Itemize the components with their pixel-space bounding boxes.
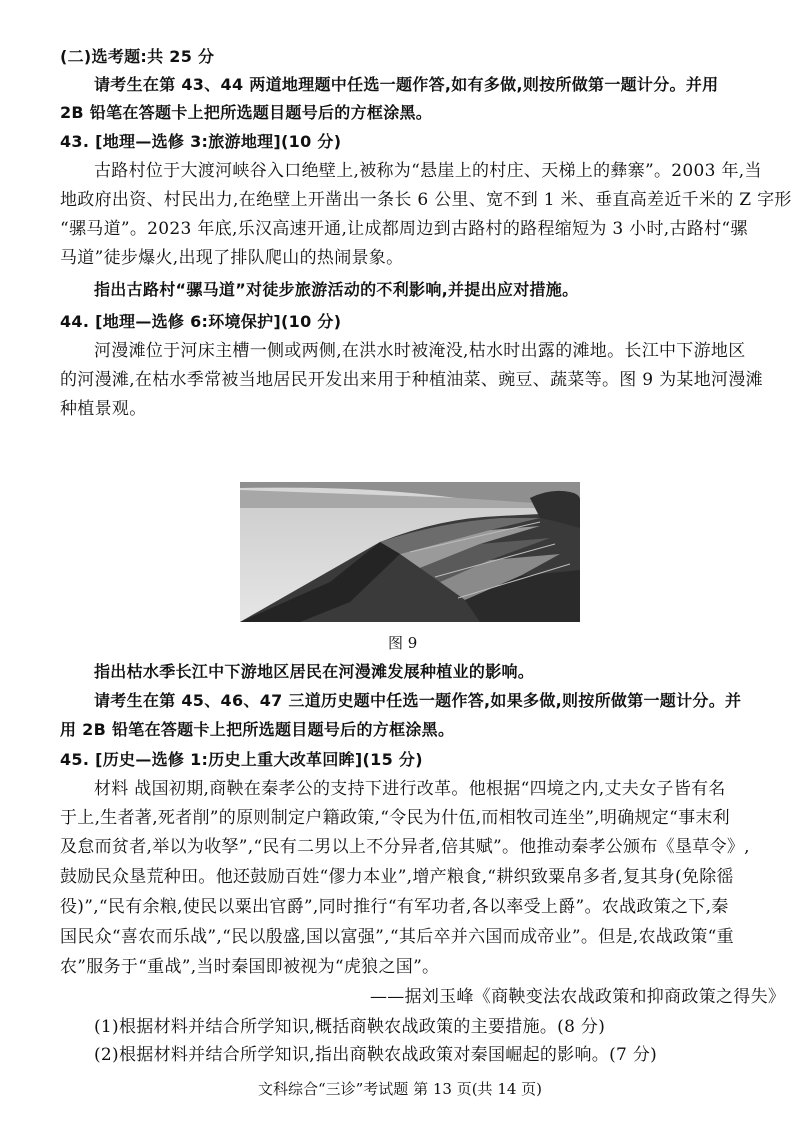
section-title: (二)选考题:共 25 分 [60,47,215,66]
question-45-heading: 45. [历史—选修 1:历史上重大改革回眸](15 分) [60,750,423,769]
question-43-text: 地政府出资、村民出力,在绝壁上开凿出一条长 6 公里、宽不到 1 米、垂直高差近千米的 Z 字形 [60,190,792,210]
question-43-heading: 43. [地理—选修 3:旅游地理](10 分) [60,132,342,151]
floodplain-photo [240,482,580,622]
question-43-prompt: 指出古路村“骡马道”对徒步旅游活动的不利影响,并提出应对措施。 [94,280,579,299]
figure-caption: 图 9 [388,634,418,652]
material-source: ——据刘玉峰《商鞅变法农战政策和抑商政策之得失》 [370,987,786,1007]
floodplain-photo-illustration [240,482,580,622]
question-45-material: 鼓励民众垦荒种田。他还鼓励百姓“僇力本业”,增产粮食,“耕织致粟帛多者,复其身(免除徭 [60,867,734,887]
question-45-material: 农”服务于“重战”,当时秦国即被视为“虎狼之国”。 [60,957,440,977]
instruction-line: 请考生在第 43、44 两道地理题中任选一题作答,如有多做,则按所做第一题计分。并用 [94,75,719,94]
question-45-material: 材料 战国初期,商鞅在秦孝公的支持下进行改革。他根据“四境之内,丈夫女子皆有名 [94,779,726,799]
question-44-heading: 44. [地理—选修 6:环境保护](10 分) [60,312,342,331]
question-45-material: 于上,生者著,死者削”的原则制定户籍政策,“令民为什伍,而相牧司连坐”,明确规定“事末利 [60,808,730,828]
question-43-text: 马道”徒步爆火,出现了排队爬山的热闹景象。 [60,248,404,268]
question-43-text: “骡马道”。2023 年底,乐汉高速开通,让成都周边到古路村的路程缩短为 3 小时,古路村“骡 [60,219,748,239]
question-45-material: 役)”,“民有余粮,使民以粟出官爵”,同时推行“有军功者,各以率受上爵”。农战政策之下,秦 [60,897,729,917]
question-43-text: 古路村位于大渡河峡谷入口绝壁上,被称为“悬崖上的村庄、天梯上的彝寨”。2003 年,当 [94,161,762,181]
question-45-sub-2: (2)根据材料并结合所学知识,指出商鞅农战政策对秦国崛起的影响。(7 分) [94,1045,658,1065]
question-44-prompt: 指出枯水季长江中下游地区居民在河漫滩发展种植业的影响。 [94,662,535,681]
page-footer: 文科综合“三诊”考试题 第 13 页(共 14 页) [257,1080,543,1098]
instruction-line: 2B 铅笔在答题卡上把所选题目题号后的方框涂黑。 [60,103,433,122]
question-44-text: 的河漫滩,在枯水季常被当地居民开发出来用于种植油菜、豌豆、蔬菜等。图 9 为某地河漫滩 [60,370,763,390]
question-44-text: 河漫滩位于河床主槽一侧或两侧,在洪水时被淹没,枯水时出露的滩地。长江中下游地区 [94,341,746,361]
instruction-line: 用 2B 铅笔在答题卡上把所选题目题号后的方框涂黑。 [60,720,455,739]
question-45-material: 及怠而贫者,举以为收孥”,“民有二男以上不分异者,倍其赋”。他推动秦孝公颁布《垦草令》, [60,837,750,857]
instruction-line: 请考生在第 45、46、47 三道历史题中任选一题作答,如果多做,则按所做第一题计分。并 [94,691,742,710]
question-44-text: 种植景观。 [60,399,147,419]
question-45-material: 国民众“喜农而乐战”,“民以殷盛,国以富强”,“其后卒并六国而成帝业”。但是,农战政策“重 [60,927,734,947]
question-45-sub-1: (1)根据材料并结合所学知识,概括商鞅农战政策的主要措施。(8 分) [94,1017,606,1037]
